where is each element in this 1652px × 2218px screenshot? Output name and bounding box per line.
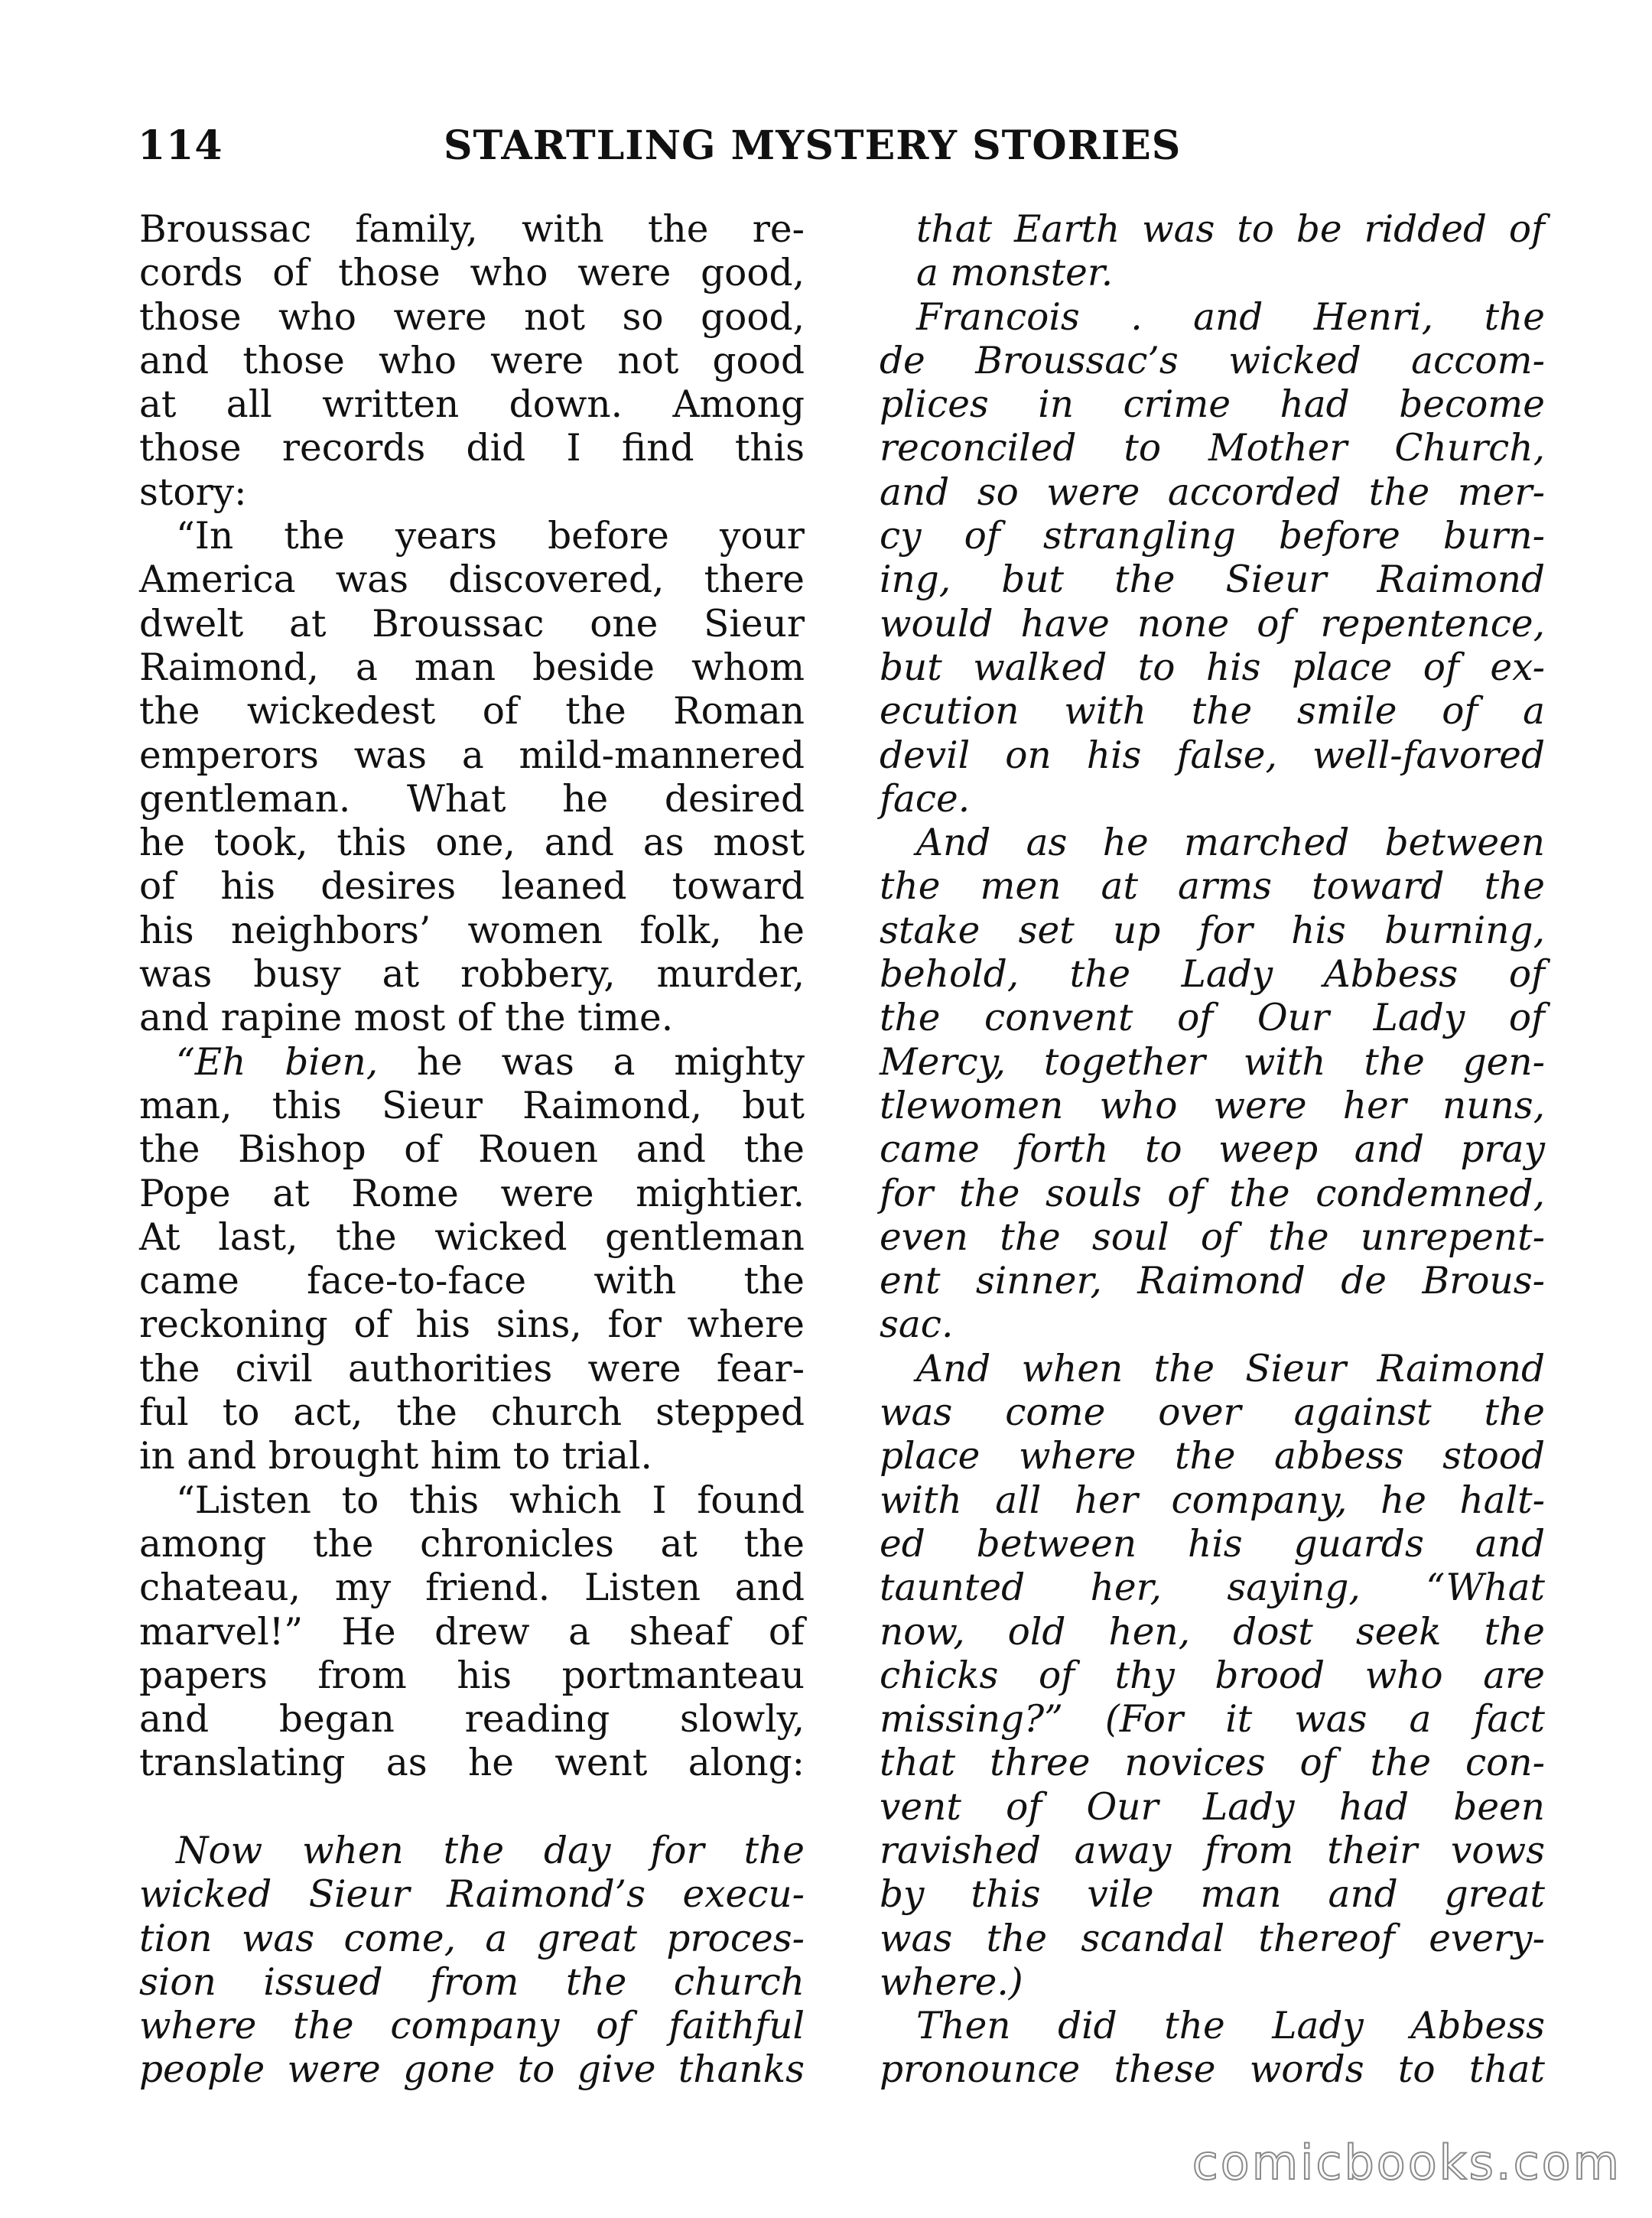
text-line: was come over against the xyxy=(880,1391,1545,1435)
text-line: papers from his portmanteau xyxy=(139,1654,805,1697)
text-line: for the souls of the condemned, xyxy=(880,1172,1545,1215)
text-line: the convent of Our Lady of xyxy=(880,997,1545,1040)
text-line: sion issued from the church xyxy=(139,1960,805,2004)
text-line xyxy=(139,1786,805,1829)
text-line: missing?” (For it was a fact xyxy=(880,1698,1545,1742)
text-line: now, old hen, dost seek the xyxy=(880,1610,1545,1654)
text-line: and so were accorded the mer- xyxy=(880,470,1545,514)
text-line: Broussac family, with the re- xyxy=(139,208,805,251)
text-line: of his desires leaned toward xyxy=(139,865,805,909)
text-line: ing, but the Sieur Raimond xyxy=(880,558,1545,602)
text-line: marvel!” He drew a sheaf of xyxy=(139,1610,805,1654)
watermark: comicbooks.com xyxy=(1192,2135,1621,2190)
text-line: ful to act, the church stepped xyxy=(139,1391,805,1435)
text-line: cy of strangling before burn- xyxy=(880,515,1545,558)
text-line: devil on his false, well-favored xyxy=(880,733,1545,777)
text-line: man, this Sieur Raimond, but xyxy=(139,1084,805,1127)
page-header xyxy=(138,122,1537,184)
text-line: tion was come, a great proces- xyxy=(139,1917,805,1960)
text-line: Francois . and Henri, the xyxy=(916,295,1545,339)
text-line: ravished away from their vows xyxy=(880,1829,1545,1872)
text-line: behold, the Lady Abbess of xyxy=(880,953,1545,997)
text-run: he was a mighty xyxy=(378,1040,805,1084)
text-line: taunted her, saying, “What xyxy=(880,1566,1545,1610)
text-line: cords of those who were good, xyxy=(139,252,805,295)
text-line: those who were not so good, xyxy=(139,295,805,339)
text-line: Now when the day for the xyxy=(176,1829,805,1872)
text-line: America was discovered, there xyxy=(139,558,805,602)
text-line: tlewomen who were her nuns, xyxy=(880,1084,1545,1127)
text-line: And as he marched between xyxy=(916,821,1545,865)
text-line: he took, this one, and as most xyxy=(139,821,805,865)
text-line: that three novices of the con- xyxy=(880,1742,1545,1785)
text-line: “Listen to this which I found xyxy=(176,1478,805,1522)
text-line: his neighbors’ women folk, he xyxy=(139,909,805,952)
text-line: plices in crime had become xyxy=(880,383,1545,427)
text-line: but walked to his place of ex- xyxy=(880,646,1545,689)
text-line: gentleman. What he desired xyxy=(139,777,805,821)
text-line: and those who were not good xyxy=(139,339,805,382)
text-line: would have none of repentence, xyxy=(880,602,1545,646)
text-line: place where the abbess stood xyxy=(880,1435,1545,1478)
text-line: even the soul of the unrepent- xyxy=(880,1215,1545,1259)
text-line: pronounce these words to that xyxy=(880,2048,1545,2092)
text-line: dwelt at Broussac one Sieur xyxy=(139,602,805,646)
text-line: those records did I find this xyxy=(139,427,805,470)
right-text-column xyxy=(880,208,1545,2093)
italic-phrase: “Eh bien, xyxy=(176,1040,379,1084)
text-line: chateau, my friend. Listen and xyxy=(139,1566,805,1610)
text-line: story: xyxy=(139,470,247,514)
text-line: Then did the Lady Abbess xyxy=(916,2005,1545,2048)
text-line: a monster. xyxy=(916,252,1114,295)
text-line: Pope at Rome were mightier. xyxy=(139,1172,805,1215)
text-line: face. xyxy=(880,777,971,821)
text-line: the civil authorities were fear- xyxy=(139,1347,805,1390)
text-line: the men at arms toward the xyxy=(880,865,1545,909)
text-line: among the chronicles at the xyxy=(139,1522,805,1566)
text-line: Mercy, together with the gen- xyxy=(880,1040,1545,1084)
text-line: ed between his guards and xyxy=(880,1522,1545,1566)
text-line: wicked Sieur Raimond’s execu- xyxy=(139,1873,805,1917)
text-line: and began reading slowly, xyxy=(139,1698,805,1742)
left-text-column xyxy=(139,208,805,2093)
text-line: where.) xyxy=(880,1960,1023,2004)
page-number: 114 xyxy=(138,122,223,169)
text-line: came face-to-face with the xyxy=(139,1260,805,1303)
text-line: at all written down. Among xyxy=(139,383,805,427)
text-line: reckoning of his sins, for where xyxy=(139,1303,805,1347)
text-line: de Broussac’s wicked accom- xyxy=(880,339,1545,382)
text-line: ent sinner, Raimond de Brous- xyxy=(880,1260,1545,1303)
text-line: people were gone to give thanks xyxy=(139,2048,805,2092)
text-line: the wickedest of the Roman xyxy=(139,690,805,733)
text-line: the Bishop of Rouen and the xyxy=(139,1128,805,1172)
text-line: reconciled to Mother Church, xyxy=(880,427,1545,470)
text-line: At last, the wicked gentleman xyxy=(139,1215,805,1259)
text-line: sac. xyxy=(880,1303,954,1347)
text-line: by this vile man and great xyxy=(880,1873,1545,1917)
text-line xyxy=(139,1041,805,1085)
text-line: came forth to weep and pray xyxy=(880,1128,1545,1172)
text-line: “In the years before your xyxy=(176,515,805,558)
text-line: stake set up for his burning, xyxy=(880,909,1545,952)
text-line: Raimond, a man beside whom xyxy=(139,646,805,689)
text-line: And when the Sieur Raimond xyxy=(916,1347,1545,1390)
text-line: in and brought him to trial. xyxy=(139,1435,652,1478)
text-line: translating as he went along: xyxy=(139,1742,805,1785)
text-line: where the company of faithful xyxy=(139,2005,805,2048)
text-line: emperors was a mild-mannered xyxy=(139,733,805,777)
text-line: was busy at robbery, murder, xyxy=(139,953,805,997)
text-line: ecution with the smile of a xyxy=(880,690,1545,733)
running-title: STARTLING MYSTERY STORIES xyxy=(444,122,1182,169)
text-line: that Earth was to be ridded of xyxy=(916,208,1545,251)
text-line: with all her company, he halt- xyxy=(880,1478,1545,1522)
text-line: and rapine most of the time. xyxy=(139,997,674,1040)
text-line: chicks of thy brood who are xyxy=(880,1654,1545,1697)
text-line: was the scandal thereof every- xyxy=(880,1917,1545,1960)
text-line: vent of Our Lady had been xyxy=(880,1785,1545,1829)
